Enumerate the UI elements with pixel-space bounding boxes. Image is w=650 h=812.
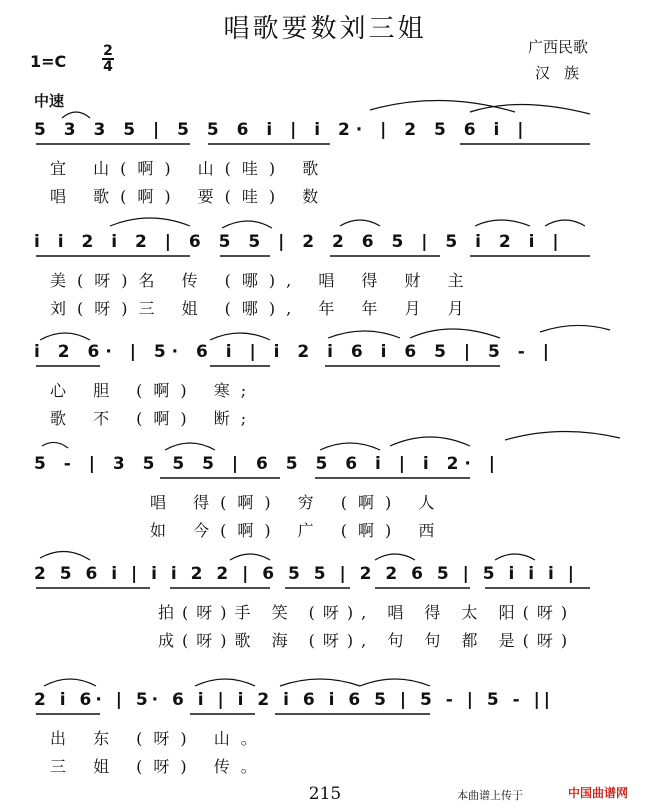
- slur-arc: [62, 112, 90, 118]
- slur-arc: [360, 679, 430, 686]
- slur-arc: [410, 329, 500, 338]
- system-2-notation: i i 2 i 2 | 6 5 5 | 2 2 6 5 | 5 i 2 i |: [34, 232, 565, 252]
- upload-note: 本曲谱上传于: [457, 789, 523, 802]
- slur-arc: [110, 218, 190, 226]
- system-4-lyric-verse-1: 唱 得(啊) 穷 (啊) 人: [150, 493, 446, 512]
- system-4-notation: 5 - | 3 5 5 5 | 6 5 5 6 i | i 2· |: [34, 454, 501, 474]
- system-2-lyric-verse-2: 刘(呀)三 姐 (哪), 年 年 月 月: [50, 299, 475, 318]
- song-origin: 广西民歌: [528, 38, 589, 56]
- system-2-lyric-verse-1: 美(呀)名 传 (哪), 唱 得 财 主: [50, 271, 475, 290]
- system-6-notation: 2 i 6· | 5· 6 i | i 2 i 6 i 6 5 | 5 - | 5 - ||: [34, 690, 554, 710]
- slur-arc: [42, 442, 68, 448]
- key-signature: 1=C: [30, 52, 67, 71]
- slur-arc: [495, 554, 535, 560]
- slur-arc: [280, 679, 360, 686]
- slur-arc: [540, 325, 610, 332]
- system-4-lyric-verse-2: 如 今(啊) 广 (啊) 西: [150, 521, 446, 540]
- system-5-lyric-verse-1: 拍(呀)手 笑 (呀), 唱 得 太 阳(呀): [158, 603, 576, 622]
- system-5-notation: 2 5 6 i | i i 2 2 | 6 5 5 | 2 2 6 5 | 5 i i i |: [34, 564, 578, 584]
- slur-arc: [505, 431, 620, 440]
- site-logo[interactable]: 中国曲谱网: [568, 786, 629, 800]
- time-signature-lower: 4: [103, 59, 113, 75]
- slur-arc: [210, 333, 270, 340]
- system-3-lyric-verse-2: 歌 不 (啊) 断;: [50, 409, 258, 428]
- slur-arc: [340, 220, 380, 226]
- song-ethnic: 汉族: [535, 64, 594, 82]
- system-5-lyric-verse-2: 成(呀)歌 海 (呀), 句 句 都 是(呀): [158, 631, 576, 650]
- song-title: 唱歌要数刘三姐: [223, 14, 427, 44]
- slur-arc: [195, 679, 255, 686]
- slur-arc: [545, 220, 585, 226]
- system-6-lyric-verse-2: 三 姐 (呀) 传。: [50, 757, 268, 776]
- slur-arc: [165, 443, 215, 450]
- system-1-notation: 5 3 3 5 | 5 5 6 i | i 2· | 2 5 6 i |: [34, 120, 530, 140]
- system-1-lyric-verse-2: 唱 歌(啊) 要(哇) 数: [50, 187, 330, 206]
- slur-arc: [40, 333, 90, 340]
- slur-arc: [44, 679, 96, 686]
- slur-arc: [40, 551, 90, 560]
- page-number: 215: [308, 784, 342, 804]
- slur-arc: [328, 331, 400, 338]
- slur-arc: [222, 221, 272, 228]
- system-3-notation: i 2 6· | 5· 6 i | i 2 i 6 i 6 5 | 5 - |: [34, 342, 555, 362]
- slur-arc: [390, 437, 470, 446]
- system-3-lyric-verse-1: 心 胆 (啊) 寒;: [50, 381, 258, 400]
- time-signature-upper: 2: [103, 43, 113, 59]
- slur-arc: [320, 443, 380, 450]
- system-6-lyric-verse-1: 出 东 (呀) 山。: [50, 729, 268, 748]
- slur-arc: [375, 554, 415, 560]
- system-1-lyric-verse-1: 宜 山(啊) 山(哇) 歌: [50, 159, 330, 178]
- slur-arc: [475, 220, 530, 226]
- tempo-marking: 中速: [34, 92, 65, 110]
- slur-arc: [230, 554, 270, 560]
